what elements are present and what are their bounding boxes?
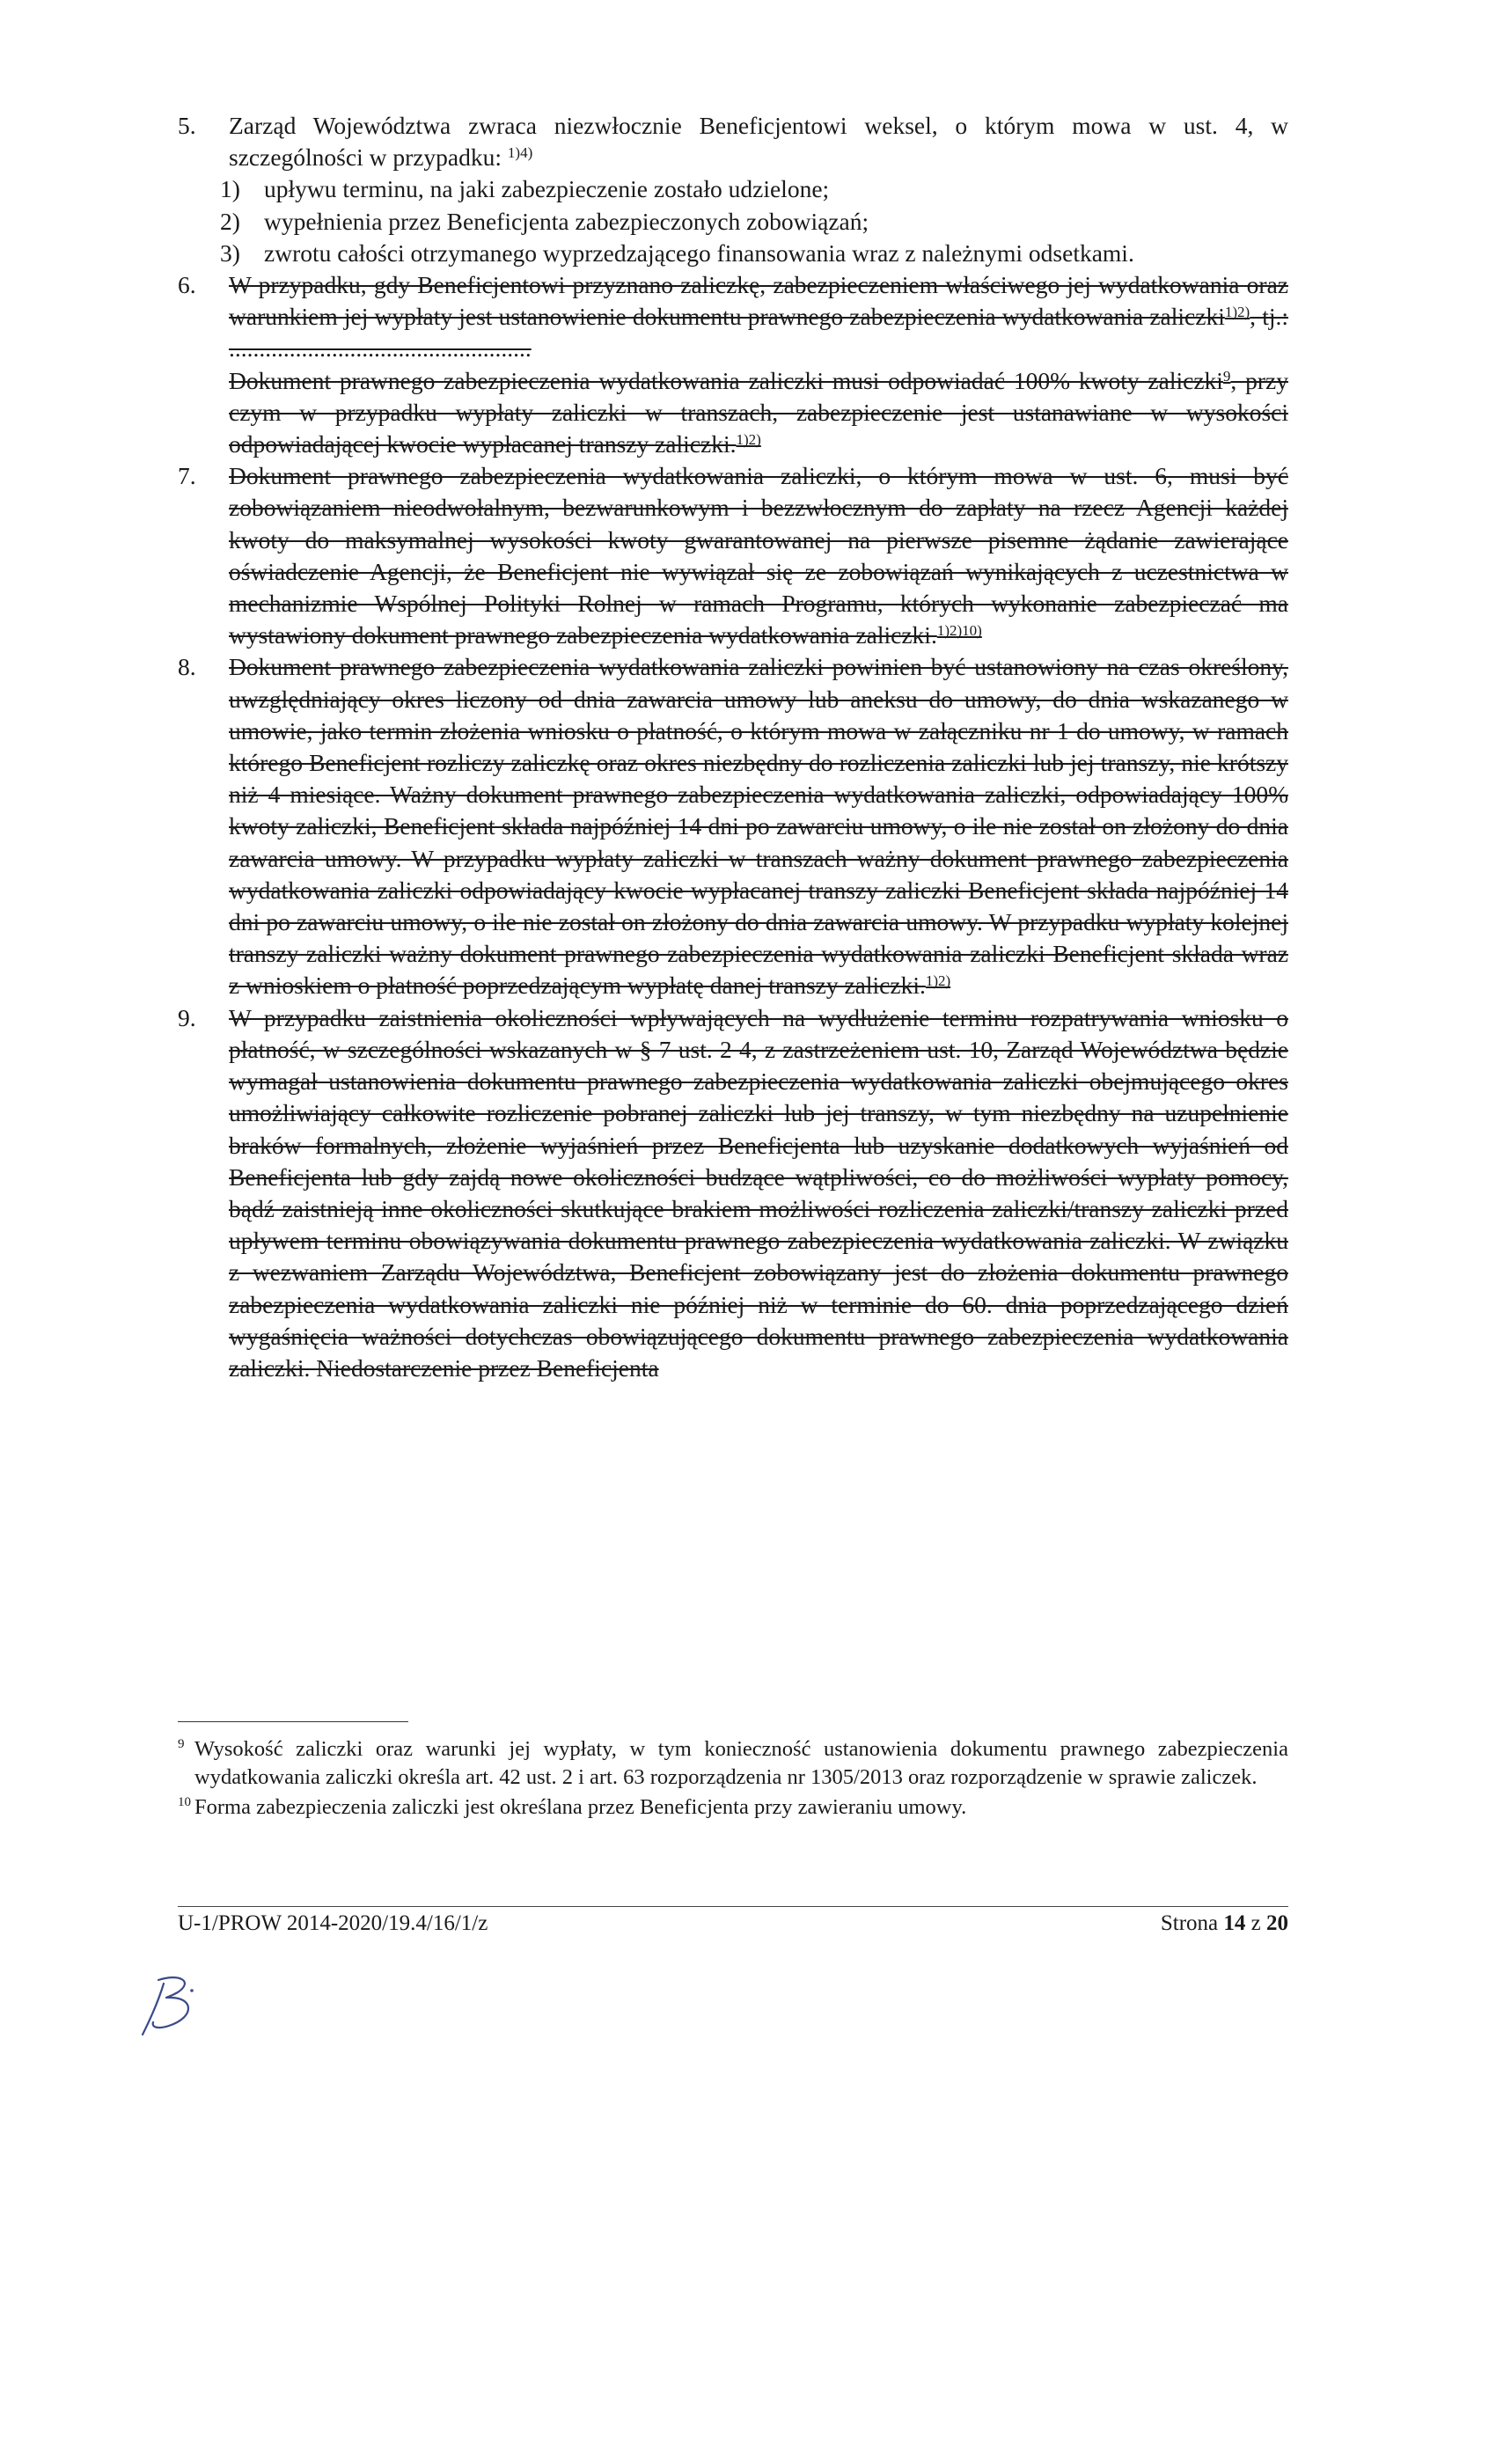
subitem-number: 2) [220, 207, 240, 235]
subitem-3 [178, 238, 1288, 269]
section-5 [178, 110, 1288, 173]
item-text: Dokument prawnego zabezpieczenia wydatkowania zaliczki powinien być ustanowiony na czas określony, uwzględniający okres liczony od dnia zawarcia umowy lub aneksu do umowy, do dnia wskazanego w umowie, jako termin złożenia wniosku o płatność, o którym mowa w załączniku nr 1 do umowy, w ramach którego Beneficjent rozliczy zaliczkę oraz okres niezbędny do rozliczenia zaliczki lub jej transzy, nie krótszy niż 4 miesiące. Ważny dokument prawnego zabezpieczenia wydatkowania zaliczki, odpowiadający 100% kwoty zaliczki, Beneficjent składa najpóźniej 14 dni po zawarciu umowy, o ile nie został on złożony do dnia zawarcia umowy. W przypadku wypłaty zaliczki w transzach ważny dokument prawnego zabezpieczenia wydatkowania zaliczki odpowiadający kwocie wypłacanej transzy zaliczki Beneficjent składa najpóźniej 14 dni po zawarciu umowy, o ile nie został on złożony do dnia zawarcia umowy. W przypadku wypłaty kolejnej transzy zaliczki ważny dokument prawnego zabezpieczenia wydatkowania zaliczki Beneficjent składa wraz z wnioskiem o płatność poprzedzającym wypłatę danej transzy zaliczki. [229, 653, 1288, 1000]
subitem-text: wypełnienia przez Beneficjenta zabezpieczonych zobowiązań; [264, 207, 869, 235]
footnote-ref: 9 [1222, 367, 1231, 385]
footnote-number: 10 [178, 1795, 191, 1809]
page-separator: z [1250, 1911, 1261, 1935]
footer-separator [178, 1906, 1288, 1907]
subitem-text: zwrotu całości otrzymanego wyprzedzającego finansowania wraz z należnymi odsetkami. [264, 238, 1134, 267]
item-text: W przypadku zaistnienia okoliczności wpływających na wydłużenie terminu rozpatrywania wniosku o płatność, w szczególności wskazanych w § 7 ust. 2 4, z zastrzeżeniem ust. 10, Zarząd Województwa będzie wymagał ustanowienia dokumentu prawnego zabezpieczenia wydatkowania zaliczki obejmującego okres umożliwiający całkowite rozliczenie pobranej zaliczki lub jej transzy, w tym niezbędny na uzupełnienie braków formalnych, złożenie wyjaśnień przez Beneficjenta lub uzyskanie dodatkowych wyjaśnień od Beneficjenta lub gdy zajdą nowe okoliczności budzące wątpliwości, co do możliwości wypłaty pomocy, bądź zaistnieją inne okoliczności skutkujące brakiem możliwości rozliczenia zaliczki/transzy zaliczki przed upływem terminu obowiązywania dokumentu prawnego zabezpieczenia wydatkowania zaliczki. W związku z wezwaniem Zarządu Województwa, Beneficjent zobowiązany jest do złożenia dokumentu prawnego zabezpieczenia wydatkowania zaliczki nie później niż w terminie do 60. dnia poprzedzającego dzień wygaśnięcia ważności dotychczas obowiązującego dokumentu prawnego zabezpieczenia wydatkowania zaliczki. Niedostarczenie przez Beneficjenta [229, 1003, 1288, 1382]
item-text: W przypadku, gdy Beneficjentowi przyznano zaliczkę, zabezpieczeniem właściwego jej wydatkowania oraz warunkiem jej wypłaty jest ustanowienie dokumentu prawnego zabezpieczenia wydatkowania zaliczki [229, 271, 1288, 331]
footnote-ref: 1)2) [736, 431, 761, 449]
footnote-9 [178, 1735, 1288, 1791]
subitem-2 [178, 206, 1288, 238]
footnote-separator [178, 1721, 408, 1722]
item-paragraph-continuation: , przy czym w przypadku wypłaty zaliczki w transzach, zabezpieczenie jest ustanawiane w wysokości odpowiadającej kwocie wypłacanej transzy zaliczki. [229, 366, 1288, 458]
item-number: 8. [178, 653, 196, 681]
footnote-text: Wysokość zaliczki oraz warunki jej wypłaty, w tym konieczność ustanowienia dokumentu prawnego zabezpieczenia wydatkowania zaliczki określa art. 42 ust. 2 i art. 63 rozporządzenia nr 1305/2013 oraz rozporządzenie w sprawie zaliczek. [194, 1737, 1288, 1789]
item-number: 9. [178, 1003, 196, 1031]
page-total: 20 [1266, 1911, 1288, 1935]
footnote-10 [178, 1793, 1288, 1822]
handwritten-initial-b-icon [132, 1971, 211, 2042]
main-content [178, 110, 1288, 1384]
section-8-struck [178, 651, 1288, 1001]
item-text-continuation: , tj.: .................................................. [229, 303, 1288, 363]
subitem-1 [178, 173, 1288, 205]
subitem-text: upływu terminu, na jaki zabezpieczenie zostało udzielone; [264, 175, 830, 203]
page-number [1161, 1910, 1288, 1938]
page-current: 14 [1223, 1911, 1246, 1935]
footnote-number: 9 [178, 1737, 185, 1751]
page-word: Strona [1160, 1911, 1219, 1935]
item-number: 6. [178, 271, 196, 299]
document-id: U-1/PROW 2014-2020/19.4/16/1/z [178, 1911, 488, 1935]
section-6-struck [178, 269, 1288, 460]
item-number: 5. [178, 112, 196, 139]
footnote-ref: 1)2) [1224, 304, 1250, 321]
subitem-number: 3) [220, 238, 240, 267]
item-paragraph: Dokument prawnego zabezpieczenia wydatkowania zaliczki musi odpowiadać 100% kwoty zaliczki [229, 366, 1223, 394]
item-text: Zarząd Województwa zwraca niezwłocznie Beneficjentowi weksel, o którym mowa w ust. 4, w szczególności w przypadku: [229, 112, 1288, 172]
section-7-struck [178, 460, 1288, 651]
section-9-struck [178, 1002, 1288, 1384]
footnote-text: Forma zabezpieczenia zaliczki jest określana przez Beneficjenta przy zawieraniu umowy. [194, 1795, 967, 1819]
footnotes [178, 1735, 1288, 1824]
subitem-number: 1) [220, 175, 240, 203]
footnote-ref: 1)4) [507, 144, 533, 162]
footnote-ref: 1)2)10) [936, 622, 982, 640]
footnote-ref: 1)2) [925, 972, 951, 990]
item-number: 7. [178, 462, 196, 490]
item-text: Dokument prawnego zabezpieczenia wydatkowania zaliczki, o którym mowa w ust. 6, musi być zobowiązaniem nieodwołalnym, bezwarunkowym i bezzwłocznym do zapłaty na rzecz Agencji każdej kwoty do maksymalnej wysokości kwoty gwarantowanej na pierwsze pisemne żądanie zawierające oświadczenie Agencji, że Beneficjent nie wywiązał się ze zobowiązań wynikających z uczestnictwa w mechanizmie Wspólnej Polityki Rolnej w ramach Programu, których wykonanie zabezpieczać ma wystawiony dokument prawnego zabezpieczenia wydatkowania zaliczki. [229, 462, 1288, 649]
